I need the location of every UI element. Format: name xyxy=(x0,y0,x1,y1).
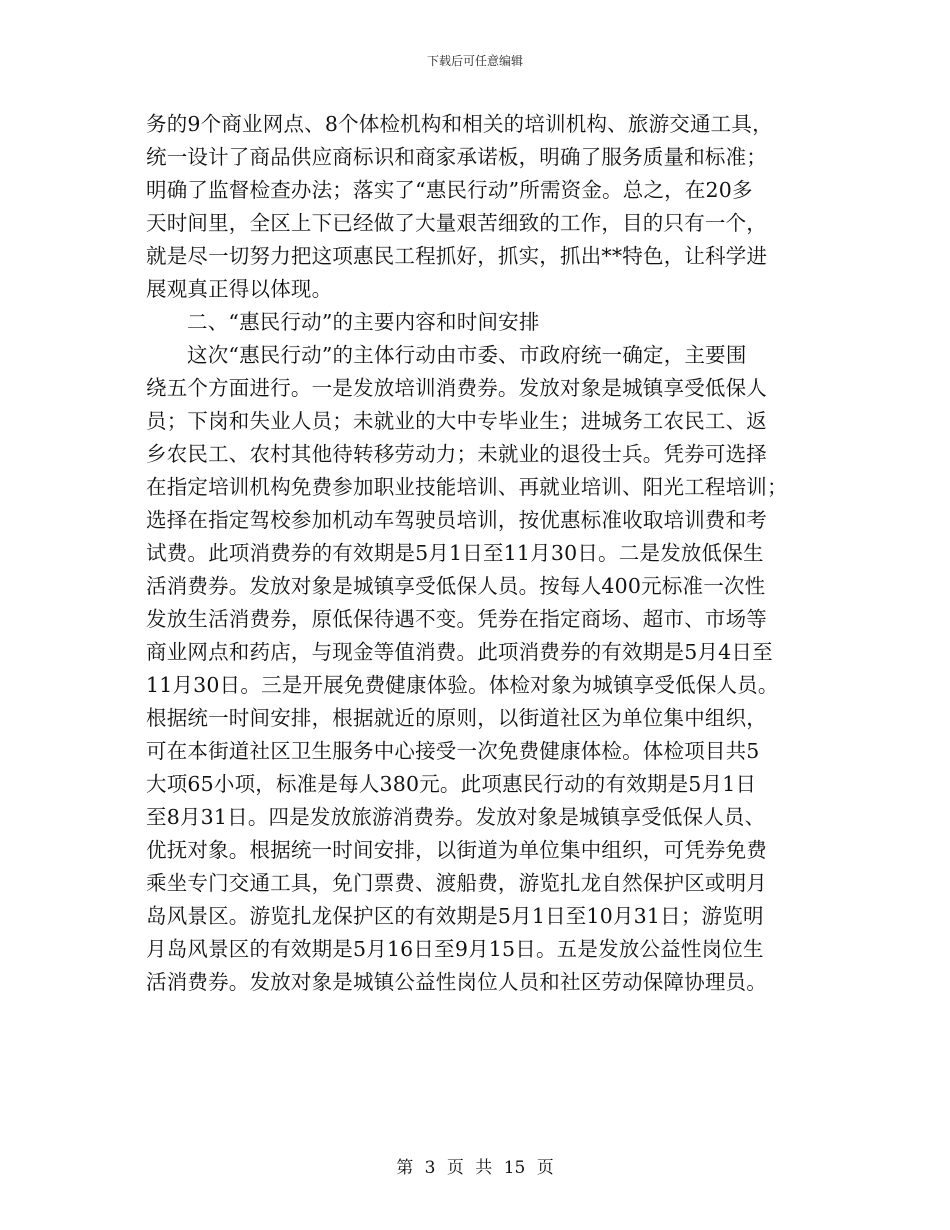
text-line: 根据统一时间安排，根据就近的原则，以街道社区为单位集中组织， xyxy=(146,706,767,730)
text-line: 务的9个商业网点、8个体检机构和相关的培训机构、旅游交通工具， xyxy=(146,112,773,136)
text-line: 商业网点和药店，与现金等值消费。此项消费券的有效期是5月4日至 xyxy=(146,640,773,664)
text-line: 月岛风景区的有效期是5月16日至9月15日。五是发放公益性岗位生 xyxy=(146,937,764,961)
text-line: 可在本街道社区卫生服务中心接受一次免费健康体检。体检项目共5 xyxy=(146,739,760,763)
text-line: 二、“惠民行动”的主要内容和时间安排 xyxy=(187,310,540,334)
text-line: 明确了监督检查办法；落实了“惠民行动”所需资金。总之，在20多 xyxy=(146,178,753,202)
text-line: 天时间里，全区上下已经做了大量艰苦细致的工作，目的只有一个， xyxy=(146,211,767,235)
text-line: 优抚对象。根据统一时间安排，以街道为单位集中组织，可凭券免费 xyxy=(146,838,767,862)
text-line: 在指定培训机构免费参加职业技能培训、再就业培训、阳光工程培训； xyxy=(146,475,788,499)
text-line: 统一设计了商品供应商标识和商家承诺板，明确了服务质量和标准； xyxy=(146,145,767,169)
text-line: 活消费券。发放对象是城镇公益性岗位人员和社区劳动保障协理员。 xyxy=(146,970,767,994)
text-line: 试费。此项消费券的有效期是5月1日至11月30日。二是发放低保生 xyxy=(146,541,764,565)
text-line: 乡农民工、农村其他待转移劳动力；未就业的退役士兵。凭券可选择 xyxy=(146,442,767,466)
text-line: 大项65小项，标准是每人380元。此项惠民行动的有效期是5月1日 xyxy=(146,772,757,796)
text-line: 选择在指定驾校参加机动车驾驶员培训，按优惠标准收取培训费和考 xyxy=(146,508,767,532)
page-number-footer: 第 3 页 共 15 页 xyxy=(396,1158,554,1178)
text-line: 就是尽一切努力把这项惠民工程抓好，抓实，抓出**特色，让科学进 xyxy=(146,244,768,268)
text-line: 员；下岗和失业人员；未就业的大中专毕业生；进城务工农民工、返 xyxy=(146,409,767,433)
page-header: 下载后可任意编辑 xyxy=(426,54,523,68)
text-line: 至8月31日。四是发放旅游消费券。发放对象是城镇享受低保人员、 xyxy=(146,805,766,829)
text-line: 绕五个方面进行。一是发放培训消费券。发放对象是城镇享受低保人 xyxy=(146,376,767,400)
document-body xyxy=(146,108,808,999)
text-line: 乘坐专门交通工具，免门票费、渡船费，游览扎龙自然保护区或明月 xyxy=(146,871,767,895)
text-line: 活消费券。发放对象是城镇享受低保人员。按每人400元标准一次性 xyxy=(146,574,766,598)
text-line: 这次“惠民行动”的主体行动由市委、市政府统一确定，主要围 xyxy=(187,343,747,367)
text-line: 发放生活消费券，原低保待遇不变。凭券在指定商场、超市、市场等 xyxy=(146,607,767,631)
text-line: 展观真正得以体现。 xyxy=(146,277,333,301)
text-line: 岛风景区。游览扎龙保护区的有效期是5月1日至10月31日；游览明 xyxy=(146,904,764,928)
text-line: 11月30日。三是开展免费健康体验。体检对象为城镇享受低保人员。 xyxy=(146,673,779,697)
